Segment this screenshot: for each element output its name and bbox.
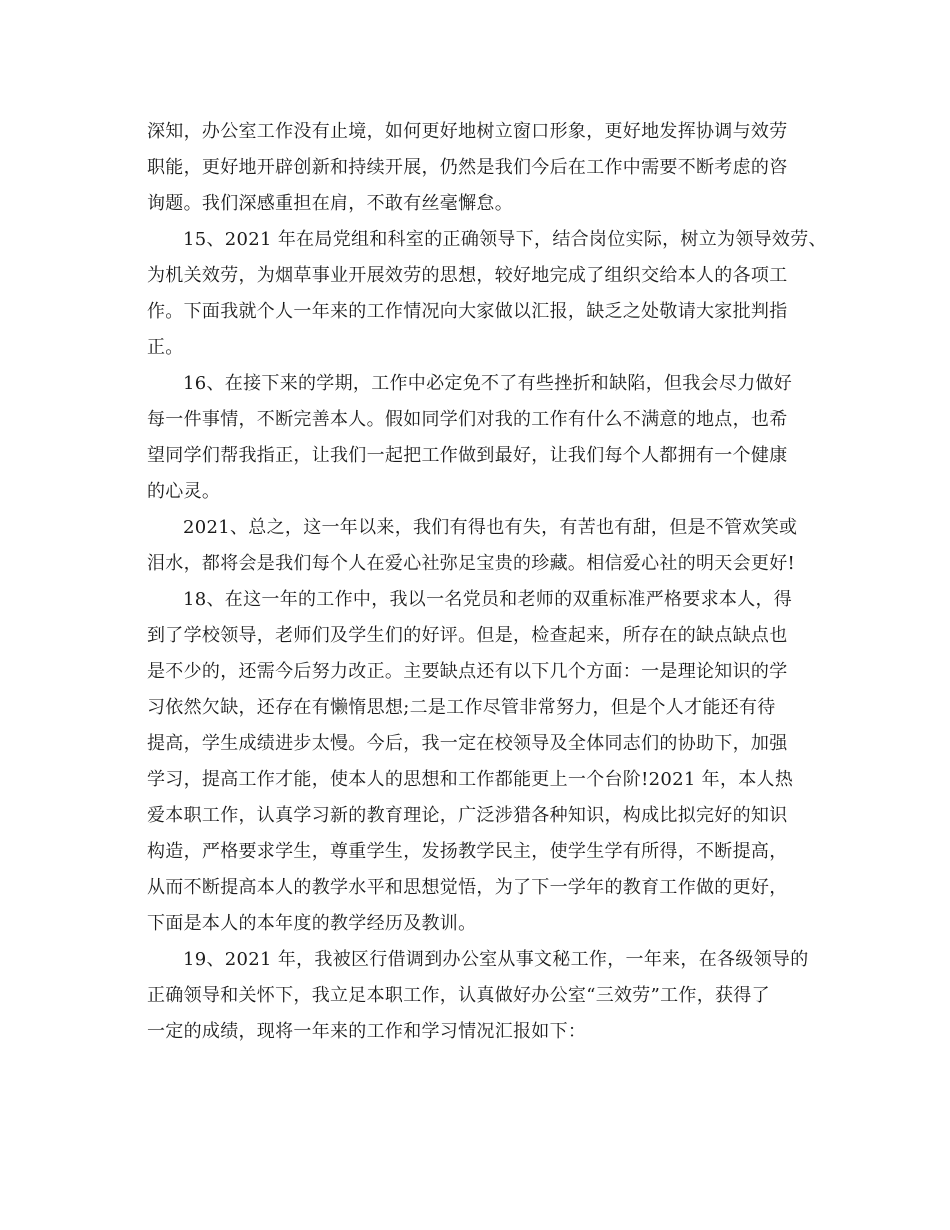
text-line: 深知，办公室工作没有止境，如何更好地树立窗口形象，更好地发挥协调与效劳 — [147, 121, 788, 142]
paragraph-18-start: 18、在这一年的工作中，我以一名党员和老师的双重标准严格要求本人，得 — [183, 589, 793, 610]
text-line: 每一件事情，不断完善本人。假如同学们对我的工作有什么不满意的地点，也希 — [147, 409, 788, 430]
text-line: 望同学们帮我指正，让我们一起把工作做到最好，让我们每个人都拥有一个健康 — [147, 445, 788, 466]
paragraph-16-start: 16、在接下来的学期，工作中必定免不了有些挫折和缺陷，但我会尽力做好 — [183, 373, 793, 394]
text-line: 构造，严格要求学生，尊重学生，发扬教学民主，使学生学有所得，不断提高， — [147, 841, 788, 862]
paragraph-15-start: 15、2021 年在局党组和科室的正确领导下，结合岗位实际，树立为领导效劳、 — [183, 229, 827, 250]
text-line: 到了学校领导，老师们及学生们的好评。但是，检查起来，所存在的缺点缺点也 — [147, 625, 788, 646]
text-line: 习依然欠缺，还存在有懒惰思想;二是工作尽管非常努力，但是个人才能还有待 — [147, 697, 776, 718]
text-line: 作。下面我就个人一年来的工作情况向大家做以汇报，缺乏之处敬请大家批判指 — [147, 301, 788, 322]
text-line: 学习，提高工作才能，使本人的思想和工作都能更上一个台阶!2021 年，本人热 — [147, 769, 794, 790]
text-line: 爱本职工作，认真学习新的教育理论，广泛涉猎各种知识，构成比拟完好的知识 — [147, 805, 788, 826]
text-line: 是不少的，还需今后努力改正。主要缺点还有以下几个方面：一是理论知识的学 — [147, 661, 788, 682]
text-line: 一定的成绩，现将一年来的工作和学习情况汇报如下： — [147, 1021, 587, 1042]
text-line: 泪水，都将会是我们每个人在爱心社弥足宝贵的珍藏。相信爱心社的明天会更好! — [147, 553, 796, 574]
text-line: 的心灵。 — [147, 481, 221, 502]
text-line: 为机关效劳，为烟草事业开展效劳的思想，较好地完成了组织交给本人的各项工 — [147, 265, 788, 286]
text-line: 提高，学生成绩进步太慢。今后，我一定在校领导及全体同志们的协助下，加强 — [147, 733, 788, 754]
paragraph-19-start: 19、2021 年，我被区行借调到办公室从事文秘工作，一年来，在各级领导的 — [183, 949, 809, 970]
text-line: 下面是本人的本年度的教学经历及教训。 — [147, 913, 477, 934]
text-line: 从而不断提高本人的教学水平和思想觉悟，为了下一学年的教育工作做的更好， — [147, 877, 788, 898]
text-line: 职能，更好地开辟创新和持续开展，仍然是我们今后在工作中需要不断考虑的咨 — [147, 157, 788, 178]
paragraph-2021-start: 2021、总之，这一年以来，我们有得也有失，有苦也有甜，但是不管欢笑或 — [183, 517, 798, 538]
text-line: 正。 — [147, 337, 184, 358]
text-line: 询题。我们深感重担在肩，不敢有丝毫懈怠。 — [147, 193, 513, 214]
text-line: 正确领导和关怀下，我立足本职工作，认真做好办公室“三效劳”工作，获得了 — [147, 985, 770, 1006]
document-body — [147, 114, 827, 1050]
